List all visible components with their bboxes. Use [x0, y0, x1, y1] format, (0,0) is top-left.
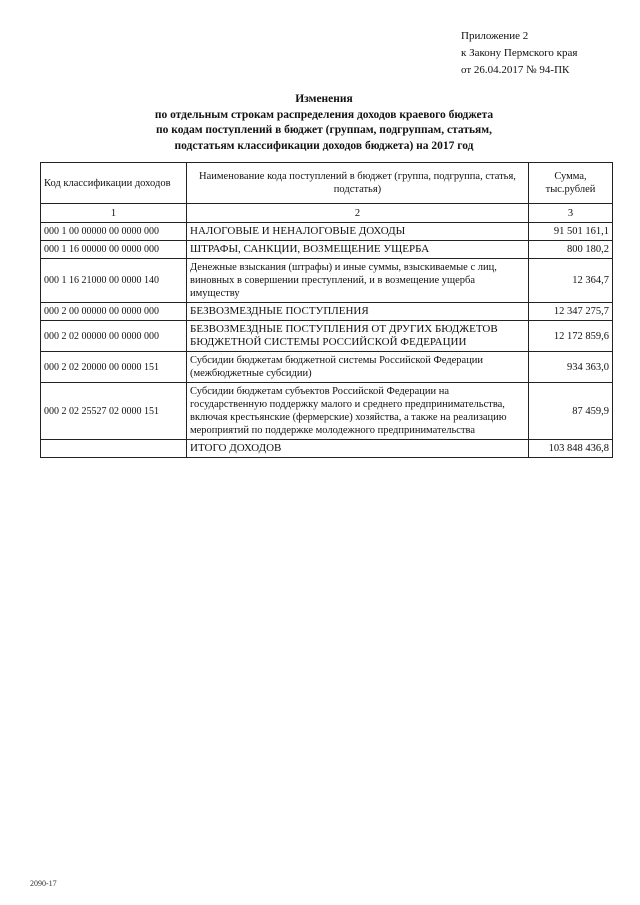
table-row [41, 259, 613, 303]
row-code: 000 1 16 21000 00 0000 140 [41, 259, 187, 303]
table-row [41, 383, 613, 440]
title-line-3: по кодам поступлений в бюджет (группам, подгруппам, статьям, [156, 124, 492, 136]
total-label: ИТОГО ДОХОДОВ [187, 440, 529, 458]
row-code: 000 2 00 00000 00 0000 000 [41, 303, 187, 321]
row-amount: 87 459,9 [529, 383, 613, 440]
appendix-law-reference: к Закону Пермского края [461, 47, 578, 59]
row-name: Субсидии бюджетам бюджетной системы Российской Федерации (межбюджетные субсидии) [187, 352, 529, 383]
table-row [41, 223, 613, 241]
row-amount: 12 347 275,7 [529, 303, 613, 321]
table-header-row [41, 163, 613, 204]
title-line-1: Изменения [295, 93, 353, 105]
row-name: Субсидии бюджетам субъектов Российской Федерации на государственную поддержку малого и среднего предпринимательства, включая крестьянские (фермерские) хозяйства, а также на реализацию мероприятий по поддержке молодежного предпринимательства [187, 383, 529, 440]
total-amount: 103 848 436,8 [529, 440, 613, 458]
row-code: 000 2 02 20000 00 0000 151 [41, 352, 187, 383]
row-amount: 800 180,2 [529, 241, 613, 259]
appendix-heading [461, 28, 631, 79]
row-name: Денежные взыскания (штрафы) и иные суммы, взыскиваемые с лиц, виновных в совершении преступлений, и в возмещение ущерба имуществу [187, 259, 529, 303]
header-name: Наименование кода поступлений в бюджет (группа, подгруппа, статья, подстатья) [187, 163, 529, 204]
column-number-1: 1 [41, 204, 187, 223]
header-amount: Сумма, тыс.рублей [529, 163, 613, 204]
title-line-4: подстатьям классификации доходов бюджета) на 2017 год [174, 139, 474, 152]
row-code: 000 1 16 00000 00 0000 000 [41, 241, 187, 259]
row-code: 000 2 02 25527 02 0000 151 [41, 383, 187, 440]
table-row [41, 352, 613, 383]
column-number-2: 2 [187, 204, 529, 223]
appendix-number: Приложение 2 [461, 30, 529, 42]
title-line-2: по отдельным строкам распределения доходов краевого бюджета [154, 108, 494, 121]
table-row [41, 303, 613, 321]
total-row [41, 440, 613, 458]
appendix-law-date: от 26.04.2017 № 94-ПК [461, 64, 570, 76]
row-code: 000 1 00 00000 00 0000 000 [41, 223, 187, 241]
row-name: ШТРАФЫ, САНКЦИИ, ВОЗМЕЩЕНИЕ УЩЕРБА [187, 241, 529, 259]
row-amount: 12 172 859,6 [529, 321, 613, 352]
row-name: БЕЗВОЗМЕЗДНЫЕ ПОСТУПЛЕНИЯ ОТ ДРУГИХ БЮДЖЕТОВ БЮДЖЕТНОЙ СИСТЕМЫ РОССИЙСКОЙ ФЕДЕРАЦИИ [187, 321, 529, 352]
table-row [41, 321, 613, 352]
total-code [41, 440, 187, 458]
row-name: НАЛОГОВЫЕ И НЕНАЛОГОВЫЕ ДОХОДЫ [187, 223, 529, 241]
revenue-table [40, 162, 613, 458]
header-code: Код классификации доходов [41, 163, 187, 204]
column-number-row [41, 204, 613, 223]
document-number-footer: 2090-17 [30, 879, 57, 888]
table-row [41, 241, 613, 259]
row-amount: 934 363,0 [529, 352, 613, 383]
document-title [40, 92, 608, 154]
row-name: БЕЗВОЗМЕЗДНЫЕ ПОСТУПЛЕНИЯ [187, 303, 529, 321]
column-number-3: 3 [529, 204, 613, 223]
row-amount: 12 364,7 [529, 259, 613, 303]
row-code: 000 2 02 00000 00 0000 000 [41, 321, 187, 352]
row-amount: 91 501 161,1 [529, 223, 613, 241]
